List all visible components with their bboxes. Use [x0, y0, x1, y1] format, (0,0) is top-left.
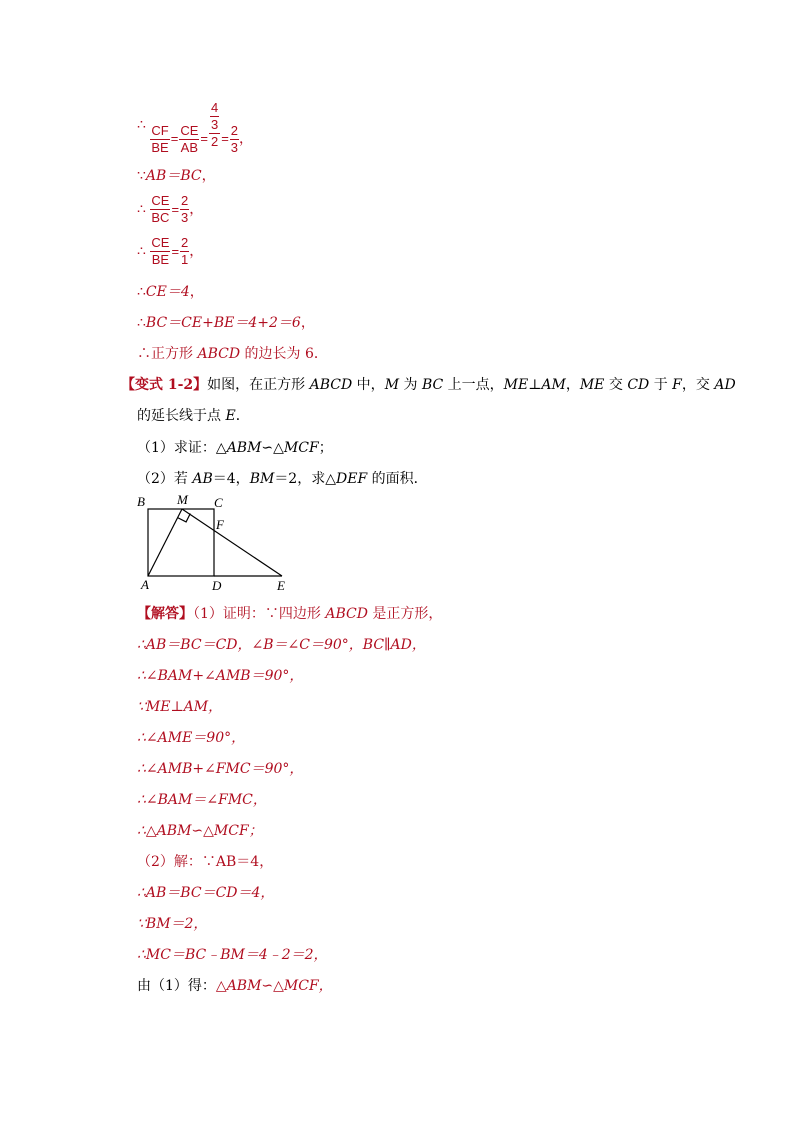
because-symbol: ∵ — [137, 168, 146, 184]
fraction-denominator: 3 — [210, 117, 219, 132]
fraction-denominator: 2 — [210, 134, 219, 149]
label-m: M — [177, 492, 188, 507]
variable: M — [384, 377, 400, 393]
solution-line-bc-eq-6 — [137, 312, 315, 332]
solution-line-ab-eq-bc — [137, 165, 216, 185]
fraction-numerator: 2 — [230, 122, 239, 138]
text: ⊥ — [528, 377, 542, 393]
answer-line-13 — [137, 975, 333, 995]
solution-line-ce-eq-4 — [137, 281, 204, 301]
text: 的面积． — [367, 471, 428, 487]
expression: △ABM∽△MCF， — [215, 978, 333, 994]
equals-sign: = — [200, 131, 208, 146]
text: 交 — [604, 377, 628, 393]
nested-fraction-numerator — [209, 100, 220, 134]
segment-me — [182, 509, 282, 576]
fraction-two-over-one — [180, 235, 189, 268]
variable: ABCD — [309, 377, 353, 393]
text: ． — [235, 408, 250, 424]
fraction-ce-bc — [150, 193, 170, 226]
expression: BC＝CE+BE＝4+2＝6 — [145, 315, 301, 331]
solution-line-ratio-chain — [137, 100, 254, 155]
fraction-ce-be — [150, 235, 170, 268]
therefore-symbol: ∴ — [137, 201, 146, 218]
text: ＝4， — [212, 471, 250, 487]
answer-line-1 — [137, 603, 442, 623]
answer-line-9: （2）解：∵AB＝4， — [137, 854, 274, 870]
inner-fraction — [210, 100, 219, 133]
variable: AB — [192, 471, 213, 487]
text: 上一点， — [443, 377, 504, 393]
label-f: F — [216, 517, 224, 532]
text: 由（1）得： — [137, 978, 216, 994]
equals-sign: = — [171, 243, 180, 259]
expression: AB＝BC — [145, 168, 202, 184]
comma: ， — [189, 284, 204, 300]
question-2 — [137, 468, 428, 488]
question-1 — [137, 437, 333, 457]
variable: MCF — [283, 440, 319, 456]
answer-line-10: ∴AB＝BC＝CD＝4， — [137, 885, 275, 901]
text: （1）求证：△ — [137, 440, 227, 456]
variable: AD — [714, 377, 736, 393]
comma: ， — [189, 243, 204, 260]
answer-line-5: ∴∠AME＝90°， — [137, 730, 246, 746]
variable: ABCD — [325, 606, 368, 622]
fraction-cf-be — [150, 123, 169, 156]
answer-line-8: ∴△ABM∽△MCF； — [137, 823, 263, 839]
fraction-numerator: 4 — [210, 100, 219, 115]
fraction-numerator: 2 — [181, 193, 189, 208]
comma: ， — [239, 131, 254, 147]
text: ， — [565, 377, 580, 393]
variable: BC — [421, 377, 444, 393]
answer-line-3: ∴∠BAM+∠AMB＝90°， — [137, 668, 304, 684]
therefore-symbol: ∴ — [137, 315, 146, 331]
fraction-two-thirds — [180, 193, 189, 226]
label-a: A — [141, 577, 149, 592]
fraction-numerator: CE — [151, 193, 170, 208]
nested-fraction — [209, 100, 220, 150]
text: ，交 — [681, 377, 715, 393]
equals-sign: = — [170, 131, 179, 146]
answer-line-6: ∴∠AMB+∠FMC＝90°， — [137, 761, 304, 777]
text: 如图，在正方形 — [207, 377, 310, 393]
therefore-symbol: ∴ — [137, 117, 146, 133]
problem-tag: 【变式 1-2】 — [121, 377, 208, 393]
conclusion-text: 的边长为 6． — [240, 346, 328, 362]
label-d: D — [212, 578, 222, 592]
solution-line-side-length — [137, 343, 328, 363]
fraction-denominator: 3 — [181, 210, 189, 225]
variable: ME — [579, 377, 605, 393]
equals-sign: = — [221, 131, 229, 146]
variable: DEF — [336, 471, 368, 487]
solution-line-ce-bc — [137, 193, 203, 226]
variable: CD — [627, 377, 650, 393]
fraction-numerator: CF — [151, 122, 169, 138]
fraction-denominator: BC — [151, 210, 170, 225]
text: ； — [318, 440, 333, 456]
label-e: E — [277, 578, 285, 592]
therefore-symbol: ∴ — [137, 243, 146, 260]
answer-tag: 【解答】 — [137, 606, 193, 622]
fraction-denominator: 1 — [181, 252, 189, 267]
fraction-denominator: AB — [180, 139, 199, 155]
text: 为 — [399, 377, 422, 393]
text: ＝2，求△ — [274, 471, 336, 487]
fraction-numerator: CE — [151, 235, 170, 250]
answer-line-7: ∴∠BAM＝∠FMC， — [137, 792, 267, 808]
fraction-ce-ab — [179, 123, 199, 156]
answer-line-11: ∵BM＝2， — [137, 916, 208, 932]
text: ∽△ — [261, 440, 284, 456]
answer-line-2: ∴AB＝BC＝CD，∠B＝∠C＝90°，BC∥AD， — [137, 637, 426, 653]
variable: ABCD — [197, 346, 241, 362]
therefore-symbol: ∴ — [137, 284, 146, 300]
text: （1）证明：∵四边形 — [193, 606, 326, 622]
conclusion-text: ∴正方形 — [137, 346, 198, 362]
problem-statement-line2 — [137, 405, 250, 425]
fraction-denominator: BE — [151, 139, 169, 155]
problem-statement-line1 — [121, 374, 736, 394]
text: 的延长线于点 — [137, 408, 226, 424]
variable: ABM — [226, 440, 262, 456]
label-c: C — [214, 495, 223, 510]
comma: ， — [189, 201, 204, 218]
text: （2）若 — [137, 471, 193, 487]
fraction-numerator: CE — [180, 122, 199, 138]
segment-am — [148, 509, 182, 576]
comma: ， — [201, 168, 216, 184]
answer-line-12: ∴MC＝BC﹣BM＝4﹣2＝2， — [137, 947, 328, 963]
variable: E — [225, 408, 236, 424]
text: 是正方形， — [367, 606, 443, 622]
variable: AM — [541, 377, 566, 393]
fraction-numerator: 2 — [181, 235, 189, 250]
answer-line-4: ∵ME⊥AM， — [137, 699, 223, 715]
variable: F — [672, 377, 682, 393]
fraction-denominator: BE — [151, 252, 170, 267]
variable: BM — [249, 471, 275, 487]
text: 于 — [649, 377, 673, 393]
fraction-two-thirds — [230, 123, 239, 156]
comma: ， — [300, 315, 315, 331]
fraction-denominator: 3 — [230, 139, 239, 155]
variable: ME — [503, 377, 529, 393]
label-b: B — [137, 494, 145, 509]
text: 中， — [352, 377, 385, 393]
equals-sign: = — [171, 201, 180, 217]
geometry-figure — [132, 492, 302, 592]
expression: CE＝4 — [145, 284, 190, 300]
solution-line-ce-be — [137, 235, 203, 268]
